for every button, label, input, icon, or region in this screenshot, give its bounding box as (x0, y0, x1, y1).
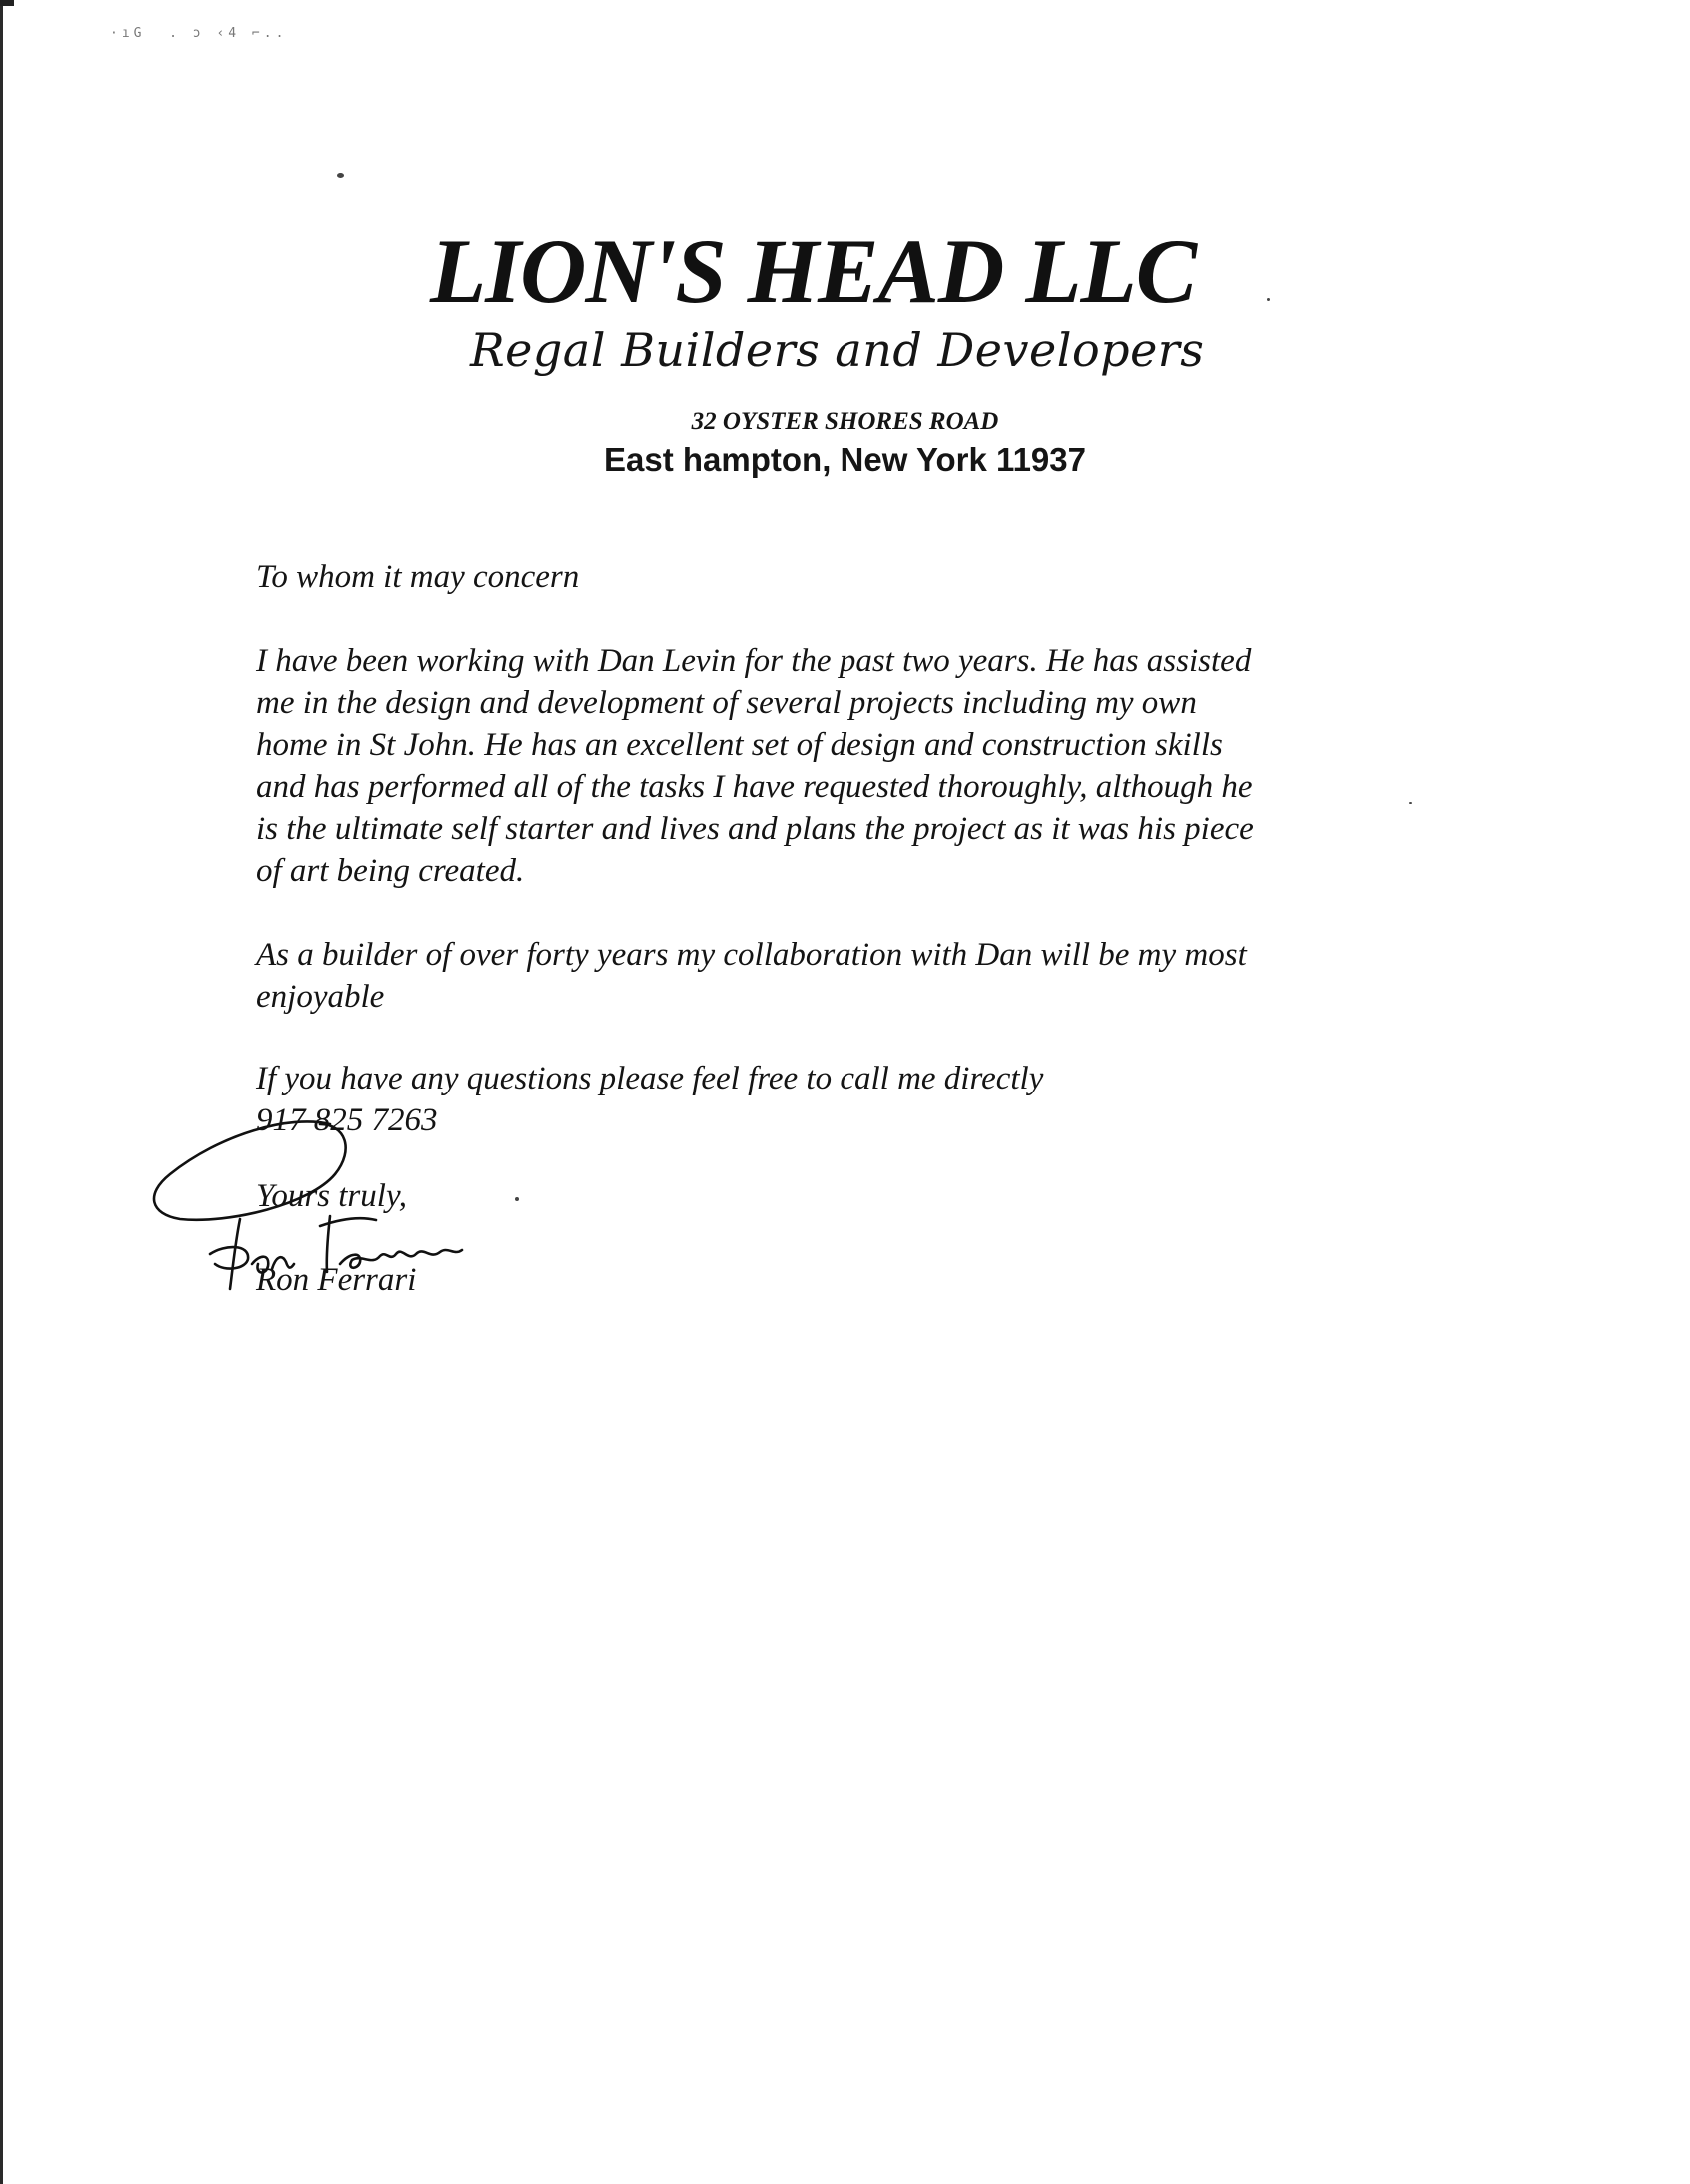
paragraph-1 (256, 640, 1395, 892)
paragraph-line: If you have any questions please feel free to call me directly (256, 1061, 1044, 1096)
paragraph-line: of art being created. (256, 853, 525, 889)
fax-header: ·ıG . ɔ ‹4 ⌐.. (110, 26, 288, 41)
scan-speck (1267, 298, 1270, 301)
scan-speck (1409, 802, 1412, 804)
city-address: East hampton, New York 11937 (604, 441, 1086, 478)
closing-line: Yours truly, (256, 1178, 408, 1214)
paragraph-2 (256, 934, 1395, 1018)
street-address: 32 OYSTER SHORES ROAD (691, 408, 999, 435)
salutation (256, 556, 1395, 598)
paragraph-line: I have been working with Dan Levin for the past two years. He has assisted (256, 643, 1252, 679)
company-name: LION'S HEAD LLC (430, 220, 1197, 322)
paragraph-line: is the ultimate self starter and lives and plans the project as it was his piece (256, 811, 1254, 847)
signature-stroke (210, 1247, 248, 1269)
phone-number: 917 825 7263 (256, 1102, 438, 1138)
scan-speck (337, 173, 344, 178)
scan-edge (0, 0, 3, 2184)
signature-stroke (154, 1121, 346, 1219)
paragraph-line: home in St John. He has an excellent set of design and construction skills (256, 727, 1223, 763)
handwritten-signature (140, 1104, 520, 1304)
signature-stroke (252, 1257, 294, 1273)
signature-stroke (340, 1250, 462, 1268)
paragraph-line: enjoyable (256, 979, 385, 1015)
signer-name: Ron Ferrari (256, 1262, 417, 1298)
scan-corner-mark (0, 0, 14, 6)
paragraph-line: As a builder of over forty years my collaboration with Dan will be my most (256, 937, 1247, 973)
signature-stroke (230, 1219, 240, 1289)
paragraph-line: me in the design and development of several projects including my own (256, 685, 1197, 721)
salutation-line: To whom it may concern (256, 559, 580, 595)
company-tagline: Regal Builders and Developers (470, 323, 1205, 377)
paragraph-line: and has performed all of the tasks I have requested thoroughly, although he (256, 769, 1253, 805)
